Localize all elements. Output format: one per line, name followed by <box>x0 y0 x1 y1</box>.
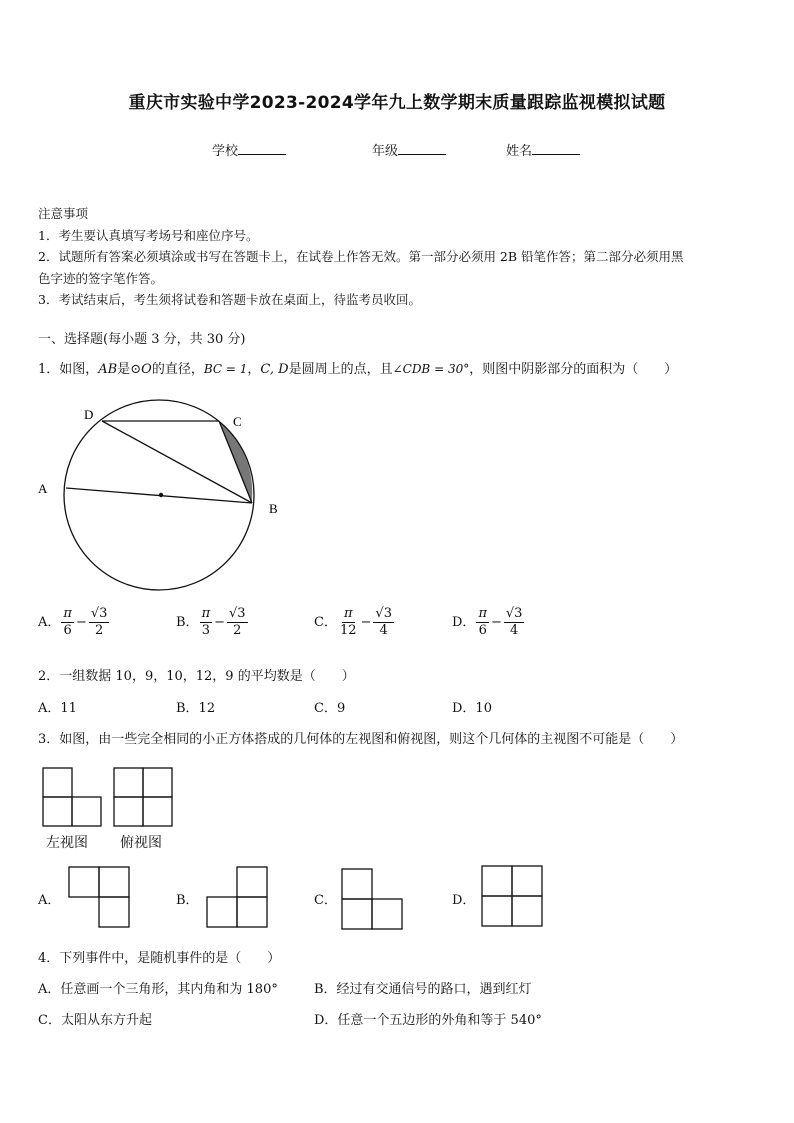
question-4-stem: 4．下列事件中，是随机事件的是（ ） <box>38 951 281 966</box>
q1-option-d[interactable]: D． $\frac{\pi}{6}$ − $\frac{√3}{4}$ <box>452 606 523 638</box>
q3-option-b-figure <box>207 867 267 927</box>
q4-option-b[interactable]: B．经过有交通信号的路口，遇到红灯 <box>314 982 532 997</box>
q3-option-c-figure <box>342 869 402 929</box>
question-3-stem: 3．如图，由一些完全相同的小正方体搭成的几何体的左视图和俯视图，则这个几何体的主视图不可能是（ ） <box>38 732 684 747</box>
notes-heading: 注意事项 <box>38 206 89 221</box>
label-b: B <box>269 501 278 516</box>
left-view-caption: 左视图 <box>46 835 88 851</box>
question-1-stem: 1．如图，AB是⊙O的直径，BC = 1，C, D是圆周上的点，且∠CDB = 30°，则图中阴影部分的面积为（ ） <box>38 362 678 377</box>
q4-option-c[interactable]: C．太阳从东方升起 <box>38 1013 152 1028</box>
q3-option-d[interactable]: D． <box>452 893 476 908</box>
q2-option-d[interactable]: D．10 <box>452 701 492 716</box>
note-item: 1．考生要认真填写考场号和座位序号。 <box>38 227 259 243</box>
q4-option-d[interactable]: D．任意一个五边形的外角和等于 540° <box>314 1013 542 1028</box>
q3-option-d-figure <box>482 866 542 926</box>
note-item: 2．试题所有答案必须填涂或书写在答题卡上，在试卷上作答无效。第一部分必须用 2B 铅笔作答；第二部分必须用黑 <box>38 249 684 264</box>
question-2-stem: 2．一组数据 10，9，10，12，9 的平均数是（ ） <box>38 669 355 684</box>
note-item: 色字迹的签字笔作答。 <box>38 270 164 286</box>
q1-option-b[interactable]: B． $\frac{\pi}{3}$ − $\frac{√3}{2}$ <box>176 606 246 638</box>
left-view-figure <box>43 768 101 826</box>
q1-option-c[interactable]: C． $\frac{\pi}{12}$ − $\frac{√3}{4}$ <box>314 606 392 638</box>
label-c: C <box>233 414 242 429</box>
school-label: 学校 <box>212 144 239 159</box>
label-d: D <box>84 407 94 422</box>
name-label: 姓名 <box>506 144 533 159</box>
q2-option-a[interactable]: A．11 <box>38 701 77 716</box>
page-title: 重庆市实验中学2023-2024学年九上数学期末质量跟踪监视模拟试题 <box>128 93 666 113</box>
section-heading: 一、选择题(每小题 3 分，共 30 分) <box>38 332 246 347</box>
top-view-caption: 俯视图 <box>120 835 162 851</box>
q3-option-a-figure <box>69 867 129 927</box>
grade-label: 年级 <box>372 144 399 159</box>
q4-option-a[interactable]: A．任意画一个三角形，其内角和为 180° <box>38 982 278 997</box>
label-a: A <box>38 481 48 496</box>
q2-option-c[interactable]: C．9 <box>314 701 346 716</box>
q3-option-a[interactable]: A． <box>38 893 61 908</box>
q2-option-b[interactable]: B．12 <box>176 701 216 716</box>
note-item: 3．考试结束后，考生须将试卷和答题卡放在桌面上，待监考员收回。 <box>38 292 421 307</box>
q1-option-a[interactable]: A． $\frac{\pi}{6}$ − $\frac{√3}{2}$ <box>38 606 108 638</box>
top-view-figure <box>114 768 172 826</box>
q3-option-b[interactable]: B． <box>176 893 199 908</box>
q3-option-c[interactable]: C． <box>314 893 337 908</box>
